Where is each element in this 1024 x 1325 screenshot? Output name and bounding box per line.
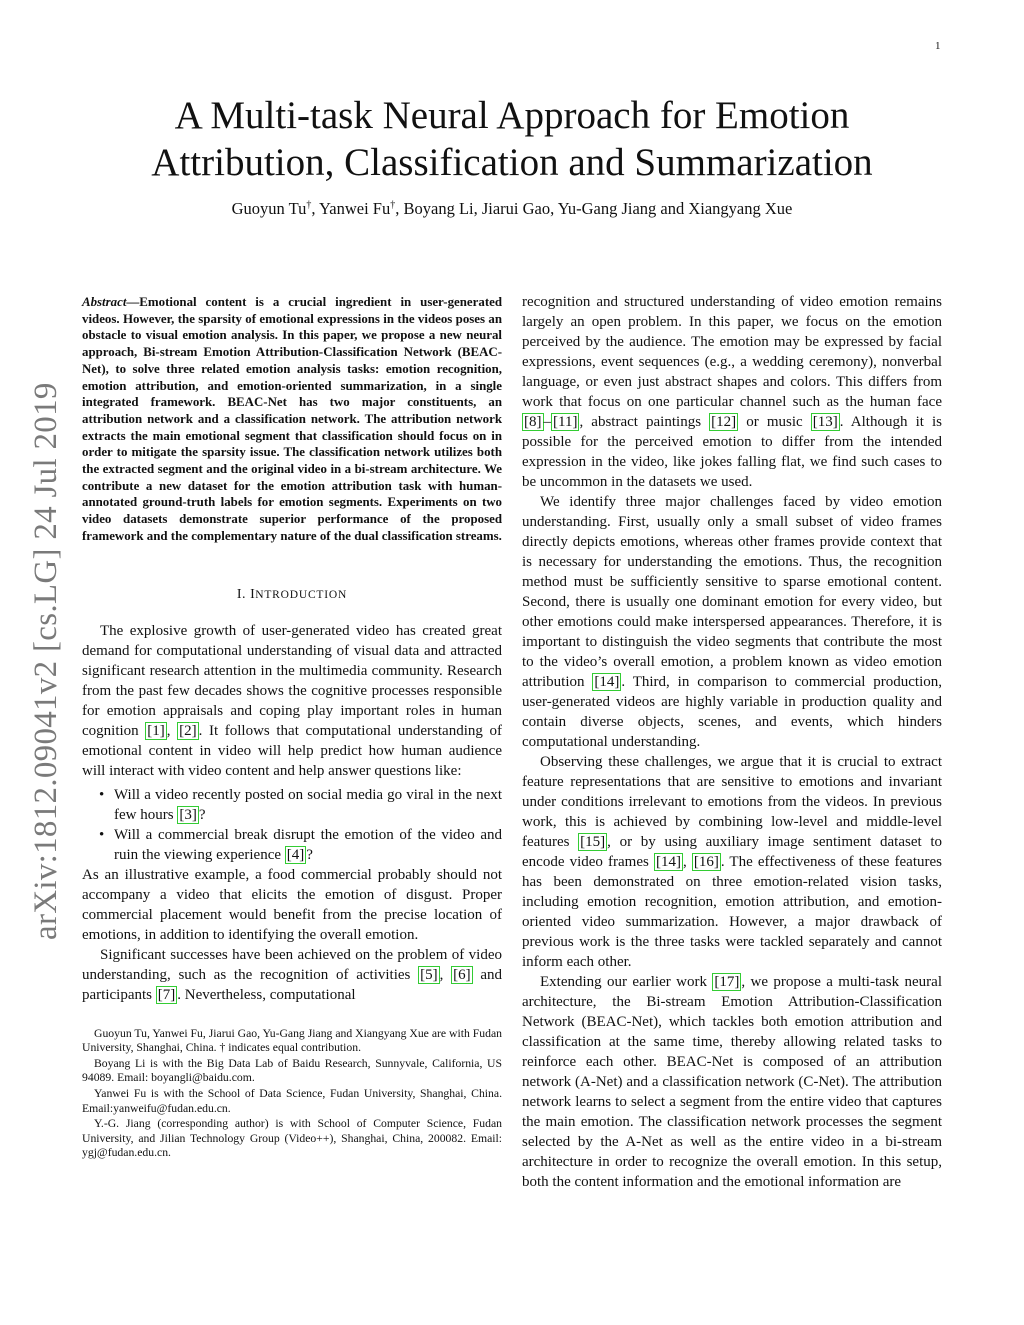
footnote: Y.-G. Jiang (corresponding author) is with School of Computer Science, Fudan University, and Jilian Technology Group (Video++), Shanghai, China, 200082. Email: ygj@fudan.edu.cn. xyxy=(82,1117,502,1160)
right-paragraph-4: Extending our earlier work [17] , we propose a multi-task neural architecture, the Bi-stream Emotion Attribution-Classification Network (BEAC-Net), which tackles both emotion attribution and classification at the same time, thereby allowing related tasks to reinforce each other. BEAC-Net is composed of an attribution network (A-Net) and a classification network (C-Net). The attribution network learns to select a segment from the entire video that captures the main emotion. The classification network processes the segment selected by the A-Net as well as the entire video in a bi-stream architecture in order to recognize the overall emotion. In this setup, both the content information and the emotional information are xyxy=(522,974,942,1190)
citation-link[interactable]: [5] xyxy=(420,966,438,983)
title-line-1: A Multi-task Neural Approach for Emotion xyxy=(174,94,850,137)
paper-title xyxy=(100,92,924,186)
citation-link[interactable]: [14] xyxy=(594,674,620,690)
intro-paragraph-3: Significant successes have been achieved on the problem of video understanding, such as the recognition of activities [5] , [6] and participants [7] . Nevertheless, computational xyxy=(82,946,502,1003)
right-paragraph-3: Observing these challenges, we argue that it is crucial to extract feature representations that are sensitive to emotions and invariant under conditions irrelevant to emotions from the videos. In previous work, this is achieved by combining low-level and middle-level features [15] , or by using auxiliary image sentiment dataset to encode video frames [14] , [16] . The effectiveness of these features has been demonstrated on three emotion-related vision tasks, including emotion recognition, emotion attribution, and emotion-oriented video summarization. However, a major drawback of previous work is the three tasks were tackled separately and cannot inform each other. xyxy=(522,754,943,970)
citation-link[interactable]: [15] xyxy=(580,834,606,850)
equal-contribution-mark: † xyxy=(390,199,396,211)
citation-link[interactable]: [8] xyxy=(524,414,542,430)
arxiv-identifier-stamp: arXiv:1812.09041v2 [cs.LG] 24 Jul 2019 xyxy=(28,382,64,940)
list-item: • Will a commercial break disrupt the emotion of the video and ruin the viewing experience [4] ? xyxy=(82,825,502,865)
abstract: Abstract—Emotional content is a crucial ingredient in user-generated videos. However, the sparsity of emotional expressions in the videos poses an obstacle to visual emotion analysis. In this paper, we propose a new neural approach, Bi-stream Emotion Attribution-Classification Network (BEAC-Net), to solve three related emotion analysis tasks: emotion recognition, emotion attribution, and emotion-oriented summarization, in a single integrated framework. BEAC-Net has two major constituents, an attribution network and a classification network. The attribution network extracts the main emotional segment that classification should focus on in order to mitigate the sparsity issue. The classification network utilizes both the extracted segment and the original video in a bi-stream architecture. We contribute a new dataset for the emotion attribution task with human-annotated ground-truth labels for emotion segments. Experiments on two video datasets demonstrate superior performance of the proposed framework and the complementary nature of the dual classification streams. xyxy=(82,295,502,543)
author-fu: Yanwei Fu xyxy=(319,199,391,218)
intro-paragraph-1: The explosive growth of user-generated video has created great demand for computational understanding of visual data and attracted significant research attention in the multimedia community. Research from the past few decades shows the cognitive processes responsible for emotion appraisals and coping play important roles in human cognition [1] , [2] . It follows that computational understanding of emotional content in video will help predict how human audience will interact with video content and help answer questions like: xyxy=(82,622,502,779)
question-list xyxy=(82,785,502,865)
citation-link[interactable]: [12] xyxy=(711,414,737,430)
author-tu: Guoyun Tu xyxy=(231,199,307,218)
abstract-label: Abstract xyxy=(82,295,127,309)
footnote: Yanwei Fu is with the School of Data Science, Fudan University, Shanghai, China. Email:yanweifu@fudan.edu.cn. xyxy=(82,1086,502,1115)
section-heading-introduction: I. INTRODUCTION xyxy=(236,586,348,602)
title-line-2: Attribution, Classification and Summarization xyxy=(151,141,873,184)
left-column xyxy=(82,294,502,1162)
citation-link[interactable]: [17] xyxy=(714,974,740,990)
list-item: • Will a video recently posted on social media go viral in the next few hours [3] ? xyxy=(82,785,502,825)
citation-link[interactable]: [13] xyxy=(812,414,838,430)
author-list: Guoyun Tu†, Yanwei Fu†, Boyang Li, Jiarui Gao, Yu-Gang Jiang and Xiangyang Xue xyxy=(231,199,793,218)
citation-link[interactable]: [4] xyxy=(286,846,305,863)
citation-link[interactable]: [11] xyxy=(553,414,578,430)
equal-contribution-mark: † xyxy=(306,199,312,211)
citation-link[interactable]: [3] xyxy=(179,806,197,823)
citation-link[interactable]: [2] xyxy=(179,722,197,739)
citation-link[interactable]: [16] xyxy=(693,854,719,870)
citation-link[interactable]: [7] xyxy=(157,986,176,1003)
right-column xyxy=(522,292,942,1192)
citation-link[interactable]: [1] xyxy=(147,722,165,739)
footnote: Guoyun Tu, Yanwei Fu, Jiarui Gao, Yu-Gang Jiang and Xiangyang Xue are with Fudan University, Shanghai, China. † indicates equal contribution. xyxy=(82,1026,502,1055)
footnote: Boyang Li is with the Big Data Lab of Baidu Research, Sunnyvale, California, US 94089. Email: boyangli@baidu.com. xyxy=(82,1056,502,1085)
intro-paragraph-2: As an illustrative example, a food commercial probably should not accompany a video that elicits the emotion of disgust. Proper commercial placement would benefit from the precise location of emotions, in addition to identifying the overall emotion. xyxy=(82,866,502,943)
author-footnotes xyxy=(82,1027,502,1161)
right-paragraph-2: We identify three major challenges faced by video emotion understanding. First, usually only a small subset of video frames directly depicts emotions, whereas other frames provide context that is necessary for understanding the emotions. Thus, the recognition method must be sufficiently sensitive to sparse emotional content. Second, there is usually one dominant emotion for every video, but other emotions could make interspersed appearances. Therefore, it is important to distinguish the video segments that contribute the most to the video’s overall emotion, a problem known as video emotion attribution [14] . Third, in comparison to commercial production, user-generated videos are highly variable in production quality and contain diverse objects, scenes, and events, which hinders computational understanding. xyxy=(522,494,943,750)
right-paragraph-1: recognition and structured understanding of video emotion remains largely an open problem. In this paper, we focus on the emotion perceived by the audience. The emotion may be expressed by facial expressions, event sequences (e.g., a wedding ceremony), nonverbal language, or even just abstract shapes and colors. This differs from work that focus on one particular channel such as the human face [8] – [11] , abstract paintings [12] or music [13] . Although it is possible for the perceived emotion to differ from the intended expression in the video, like jokes falling flat, we find such cases to be uncommon in the datasets we used. xyxy=(522,294,943,490)
abstract-text: Emotional content is a crucial ingredient in user-generated videos. However, the sparsity of emotional expressions in the videos poses an obstacle to visual emotion analysis. In this paper, we propose a new neural approach, Bi-stream Emotion Attribution-Classification Network (BEAC-Net), to solve three related emotion analysis tasks: emotion recognition, emotion attribution, and emotion-oriented summarization, in a single integrated framework. BEAC-Net has two major constituents, an attribution network and a classification network. The attribution network extracts the main emotional segment that classification should focus on in order to mitigate the sparsity issue. The classification network utilizes both the extracted segment and the original video in a bi-stream architecture. We contribute a new dataset for the emotion attribution task with human-annotated ground-truth labels for emotion segments. Experiments on two video datasets demonstrate superior performance of the proposed framework and the complementary nature of the dual classification streams. xyxy=(82,295,502,543)
page-number: 1 xyxy=(935,40,941,52)
citation-link[interactable]: [14] xyxy=(655,854,681,870)
author-others: Boyang Li, Jiarui Gao, Yu-Gang Jiang and Xiangyang Xue xyxy=(403,199,793,218)
citation-link[interactable]: [6] xyxy=(453,966,471,983)
